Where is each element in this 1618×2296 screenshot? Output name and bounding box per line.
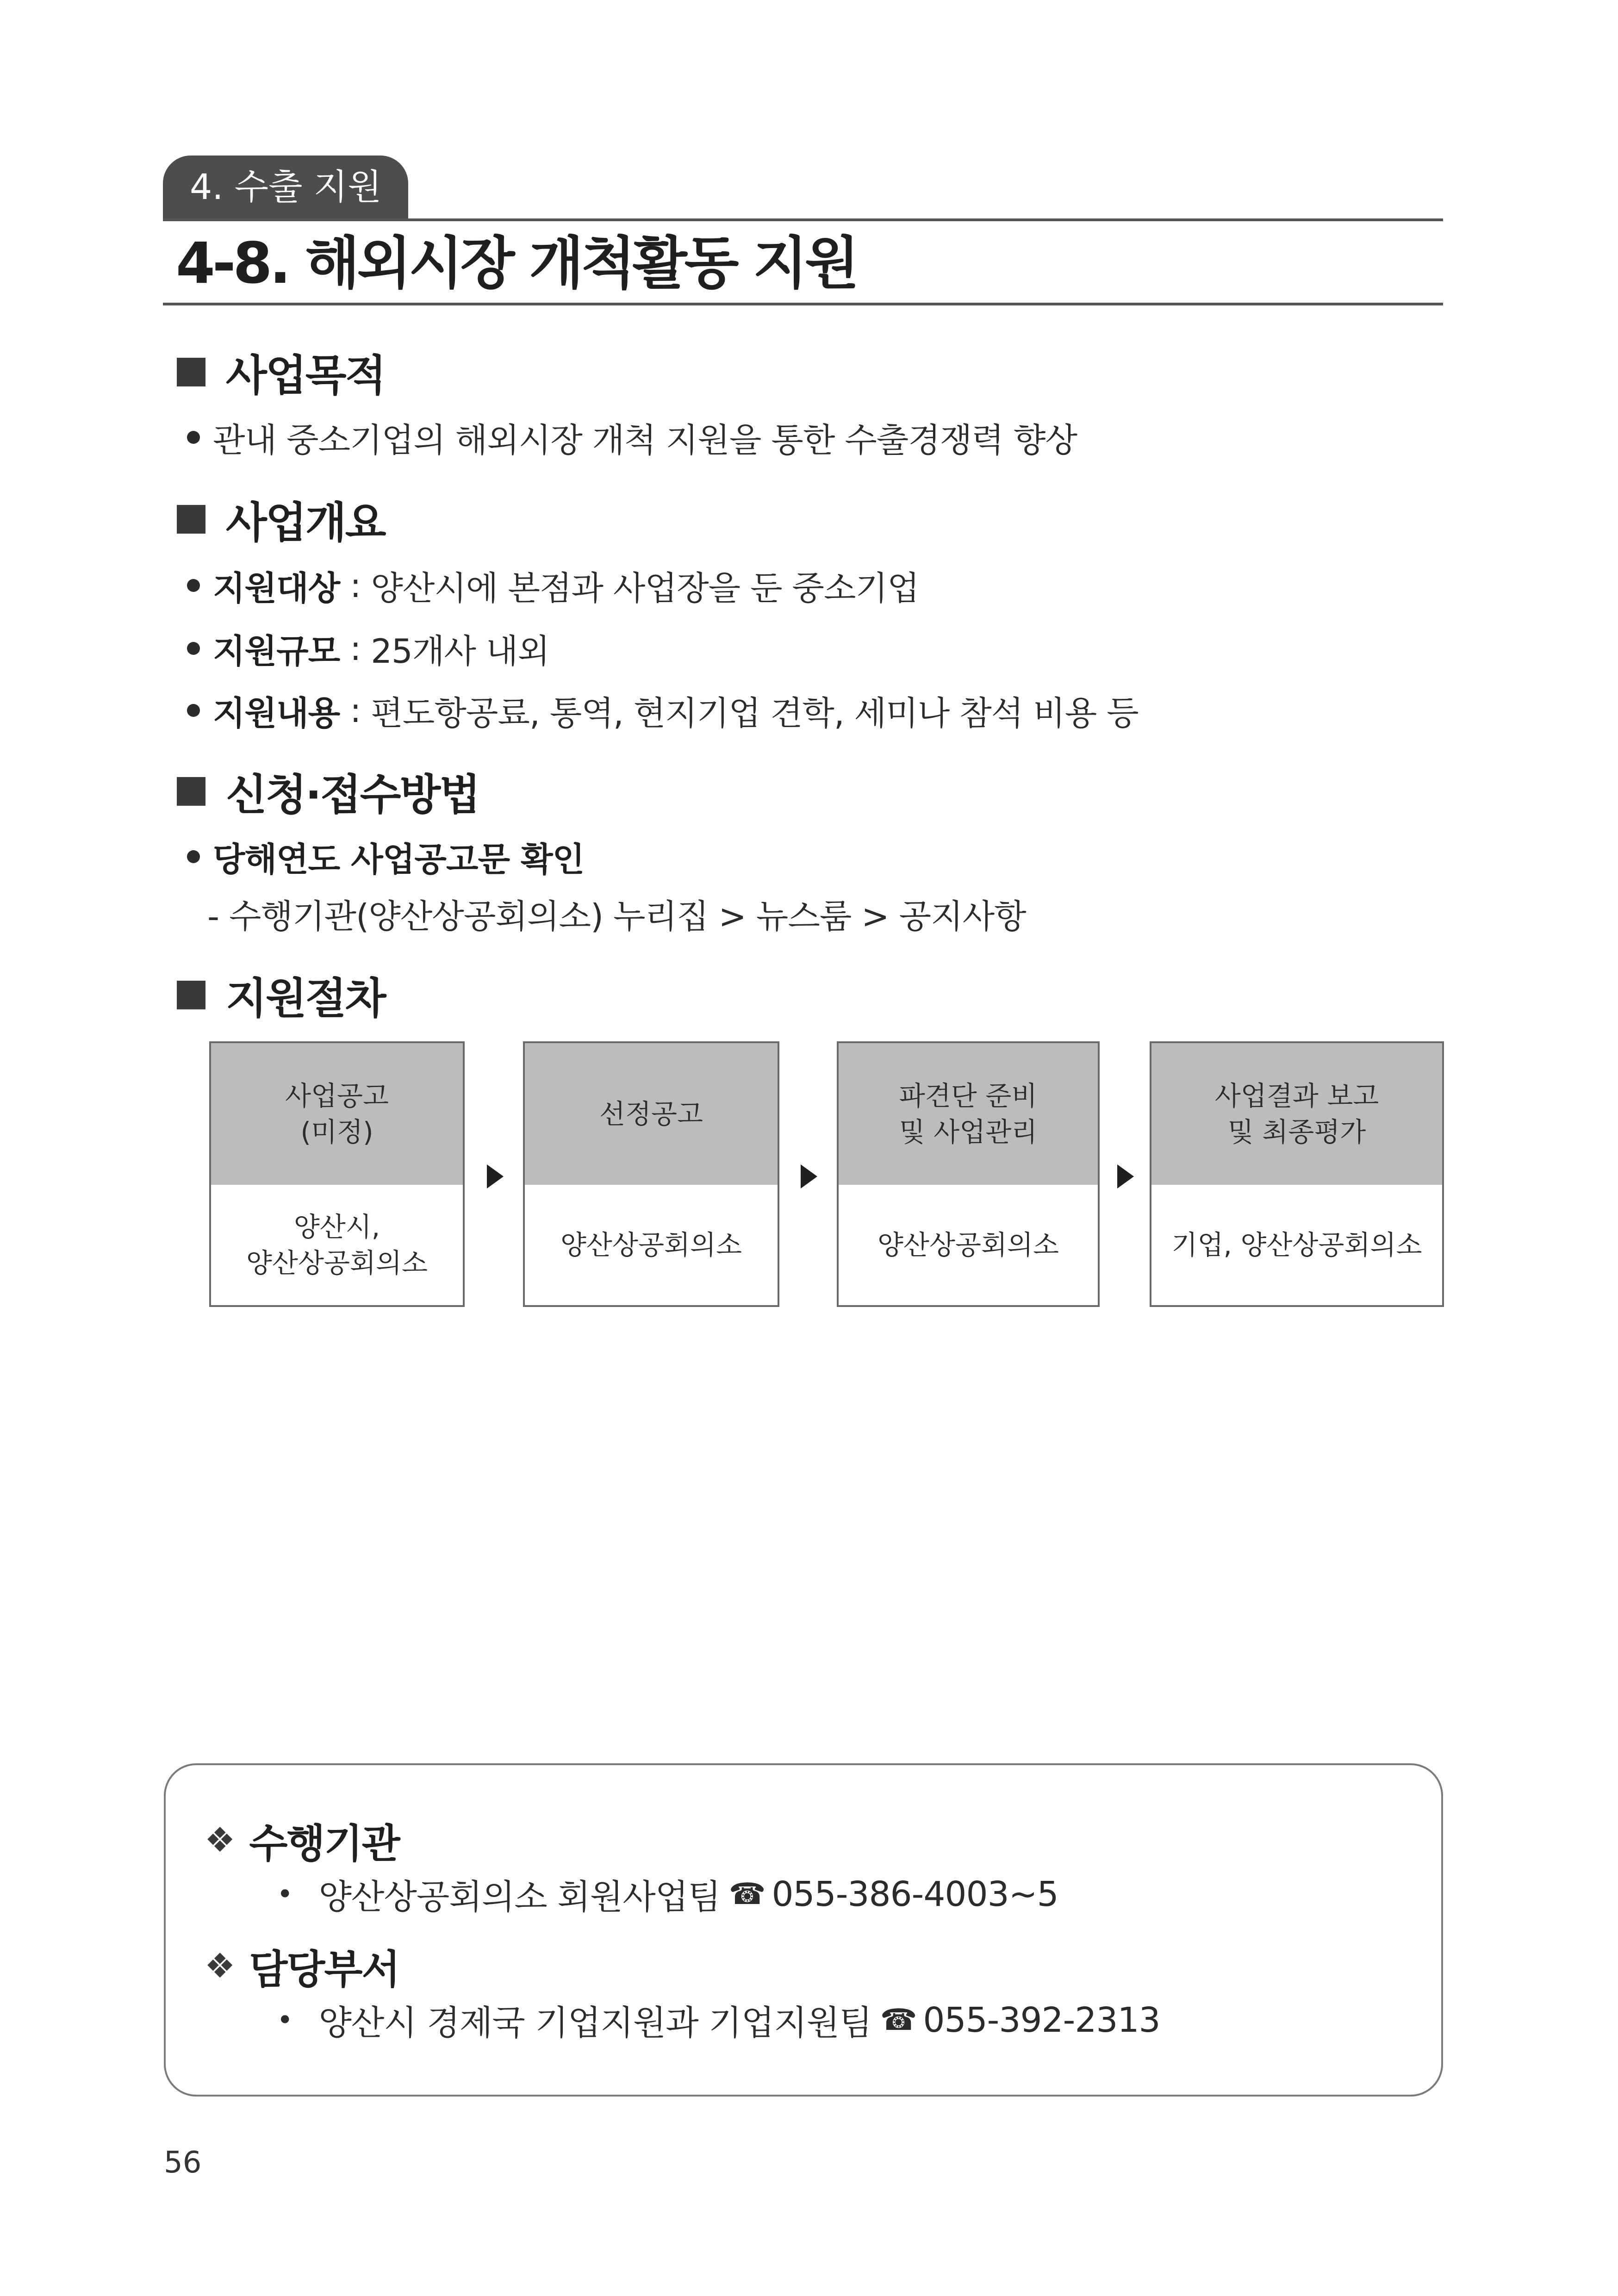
arrow-right-icon: [801, 1164, 817, 1188]
square-bullet-icon: [177, 777, 205, 806]
arrow-right-icon: [1117, 1164, 1134, 1188]
page-title: 4-8. 해외시장 개척활동 지원: [176, 230, 857, 296]
section-title: 사업목적: [226, 351, 385, 400]
overview-item-target: [187, 560, 919, 611]
overview-label: 지원내용: [213, 694, 340, 733]
square-bullet-icon: [177, 981, 205, 1009]
agency-phone: 055-386-4003~5: [772, 1874, 1058, 1914]
bullet-dot-icon: [187, 704, 200, 717]
bullet-dot-icon: [187, 431, 200, 444]
section-title: 지원절차: [226, 974, 385, 1023]
step-stage: 사업결과 보고 및 최종평가: [1151, 1043, 1442, 1185]
application-text: 당해연도 사업공고문 확인: [213, 840, 585, 879]
title-bottom-rule: [163, 303, 1443, 305]
section-procedure-heading: [177, 967, 385, 1023]
department-title: 담당부서: [249, 1947, 399, 1993]
purpose-text: 관내 중소기업의 해외시장 개척 지원을 통한 수출경쟁력 향상: [213, 421, 1077, 460]
section-overview-heading: [177, 492, 385, 547]
overview-item-scale: [187, 623, 549, 674]
section-title: 사업개요: [226, 498, 385, 548]
bullet-dot-icon: [187, 579, 200, 592]
agency-title: 수행기관: [249, 1821, 399, 1867]
page-number: 56: [164, 2146, 202, 2180]
overview-item-content: [187, 685, 1139, 736]
overview-value: 25개사 내외: [371, 632, 549, 671]
procedure-step-2: [523, 1041, 779, 1307]
agency-heading: [205, 1811, 399, 1869]
department-phone: 055-392-2313: [923, 2000, 1160, 2040]
diamond-icon: ❖: [205, 1820, 236, 1860]
application-bullet: [187, 831, 584, 882]
section-application-heading: [177, 764, 479, 819]
overview-separator: :: [340, 691, 371, 730]
small-bullet-icon: •: [277, 1878, 293, 1910]
overview-separator: :: [340, 629, 371, 668]
agency-text: 양산상공회의소 회원사업팀: [318, 1877, 721, 1917]
overview-value: 편도항공료, 통역, 현지기업 견학, 세미나 참석 비용 등: [371, 694, 1139, 733]
bullet-dot-icon: [187, 642, 200, 655]
procedure-step-3: [837, 1041, 1100, 1307]
step-stage: 파견단 준비 및 사업관리: [839, 1043, 1098, 1185]
step-actor: 양산상공회의소: [560, 1229, 742, 1261]
step-stage: 사업공고 (미정): [211, 1043, 463, 1185]
bullet-dot-icon: [187, 850, 200, 863]
arrow-right-icon: [487, 1164, 504, 1188]
section-title: 신청·접수방법: [226, 770, 479, 820]
overview-value: 양산시에 본점과 사업장을 둔 중소기업: [371, 569, 919, 608]
step-actor: 양산시, 양산상공회의소: [246, 1211, 428, 1279]
department-line: [277, 1996, 1160, 2045]
department-text: 양산시 경제국 기업지원과 기업지원팀: [318, 2003, 872, 2043]
chapter-tab: 4. 수출 지원: [163, 156, 408, 218]
phone-icon: ☎: [728, 1877, 765, 1911]
procedure-step-4: [1150, 1041, 1444, 1307]
overview-label: 지원대상: [213, 569, 340, 608]
purpose-bullet: [187, 412, 1077, 463]
phone-icon: ☎: [880, 2003, 917, 2037]
overview-label: 지원규모: [213, 632, 340, 671]
contact-box: [164, 1763, 1443, 2097]
step-actor: 양산상공회의소: [877, 1229, 1059, 1261]
step-stage: 선정공고: [525, 1043, 778, 1185]
square-bullet-icon: [177, 505, 205, 534]
application-sub-text: - 수행기관(양산상공회의소) 누리집 > 뉴스룸 > 공지사항: [207, 897, 1026, 936]
overview-separator: :: [340, 566, 371, 605]
square-bullet-icon: [177, 358, 205, 386]
diamond-icon: ❖: [205, 1946, 236, 1986]
step-actor: 기업, 양산상공회의소: [1171, 1229, 1422, 1261]
department-heading: [205, 1937, 399, 1995]
procedure-step-1: [209, 1041, 465, 1307]
small-bullet-icon: •: [277, 2004, 293, 2036]
title-top-rule: [163, 218, 1443, 221]
section-purpose-heading: [177, 344, 385, 400]
agency-line: [277, 1870, 1058, 1919]
